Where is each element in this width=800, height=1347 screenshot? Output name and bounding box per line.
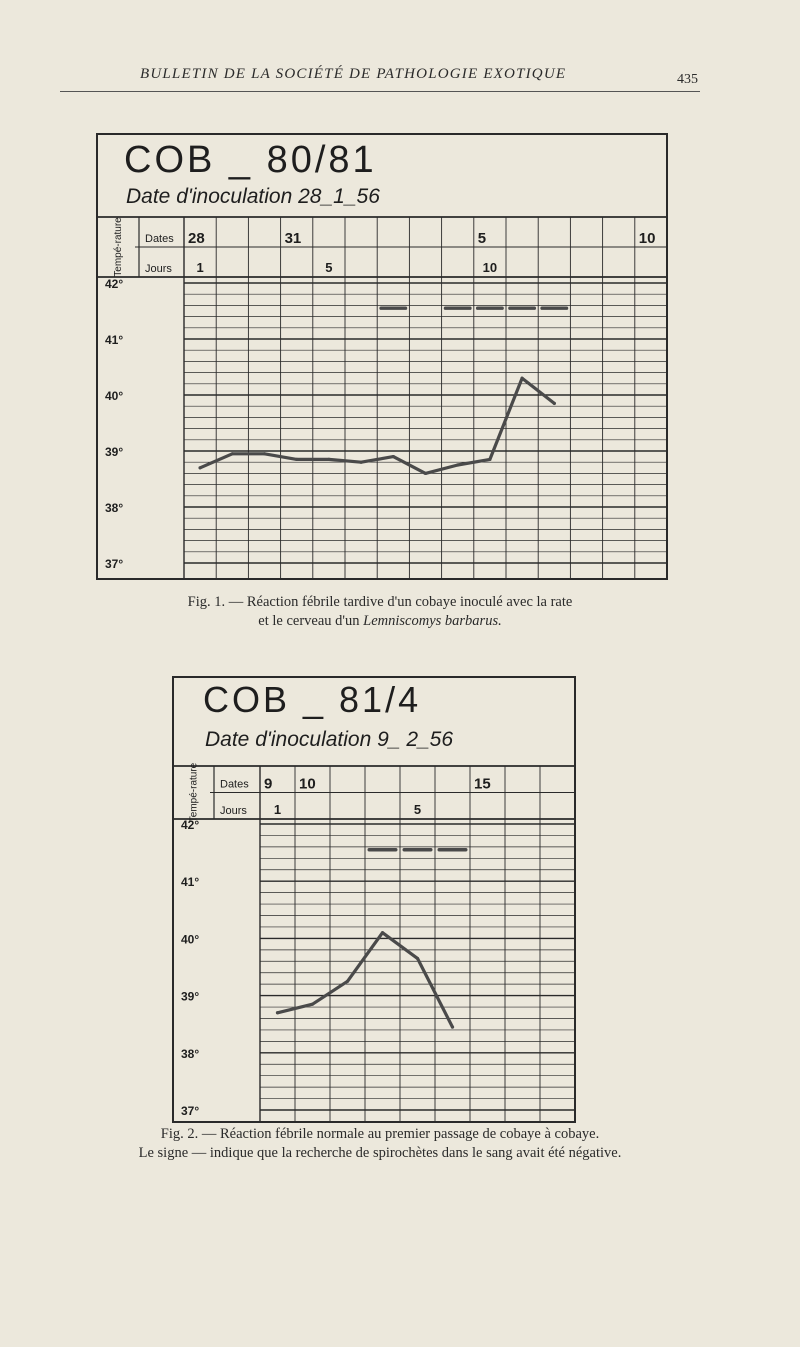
page-number: 435	[677, 72, 698, 87]
jour-mark: 5	[413, 802, 422, 817]
temperature-tick-label: 38°	[181, 1046, 200, 1061]
jour-mark: 1	[196, 260, 204, 275]
date-mark: 31	[284, 230, 302, 247]
date-mark: 5	[477, 230, 487, 247]
temperature-tick-label: 37°	[105, 557, 124, 571]
temperature-point	[276, 1011, 279, 1014]
figure-1-caption-line1: Fig. 1. — Réaction fébrile tardive d'un cobaye inoculé avec la rate	[187, 594, 573, 610]
jour-mark: 5	[325, 260, 333, 275]
figure-1-caption-text: et le cerveau d'un	[258, 613, 364, 629]
temperature-label: Tempé-rature	[188, 762, 200, 823]
temperature-point	[346, 980, 349, 983]
jours-row-label: Jours	[220, 805, 247, 817]
temperature-tick-label: 42°	[181, 818, 200, 832]
figure-2-caption	[30, 1125, 730, 1163]
dates-row-label: Dates	[220, 778, 249, 791]
temperature-tick-label: 39°	[105, 445, 124, 459]
inoculation-date: Date d'inoculation 28_1_56	[126, 185, 380, 208]
temperature-tick-label: 38°	[105, 501, 124, 515]
temperature-tick-label: 40°	[181, 932, 200, 947]
temperature-tick-label: 40°	[105, 389, 124, 403]
inoculation-date: Date d'inoculation 9_ 2_56	[205, 728, 454, 751]
temperature-label: Tempé-rature	[113, 217, 124, 277]
running-title: BULLETIN DE LA SOCIÉTÉ DE PATHOLOGIE EXOTIQUE	[140, 66, 567, 82]
chart-title: COB _ 81/4	[203, 679, 422, 720]
jours-row-label: Jours	[145, 263, 172, 275]
temperature-point	[416, 957, 419, 960]
temperature-point	[311, 1003, 314, 1006]
temperature-point	[381, 931, 384, 934]
date-mark: 10	[638, 230, 656, 247]
figure-1-species: Lemniscomys barbarus.	[363, 613, 502, 629]
jour-mark: 10	[482, 260, 498, 275]
temperature-tick-label: 42°	[105, 277, 124, 291]
date-mark: 15	[474, 775, 491, 793]
temperature-tick-label: 41°	[181, 875, 200, 890]
temperature-tick-label: 37°	[181, 1104, 200, 1118]
jour-mark: 1	[273, 802, 282, 817]
figure-2-caption-line1: Fig. 2. — Réaction fébrile normale au premier passage de cobaye à cobaye.	[160, 1126, 600, 1142]
temperature-tick-label: 41°	[105, 333, 124, 347]
date-mark: 10	[299, 775, 316, 793]
date-mark: 9	[264, 775, 273, 793]
temperature-tick-label: 39°	[181, 989, 200, 1004]
date-mark: 28	[188, 230, 205, 247]
temperature-point	[451, 1025, 454, 1028]
figure-2-caption-line2: Le signe — indique que la recherche de spirochètes dans le sang avait été négative.	[138, 1145, 622, 1161]
dates-row-label: Dates	[145, 233, 174, 245]
chart-title: COB _ 80/81	[124, 139, 377, 181]
